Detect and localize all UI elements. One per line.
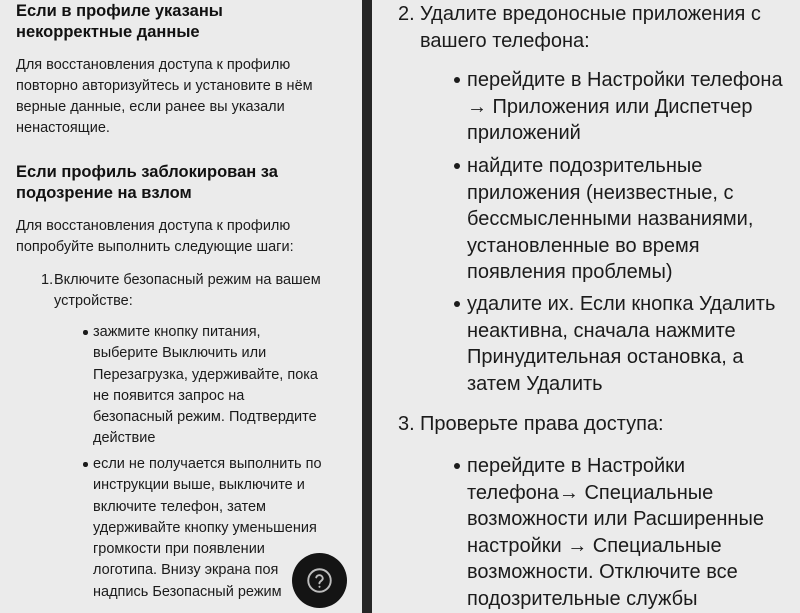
bullet-line: Принудительная остановка, а	[467, 346, 744, 368]
section-heading-incorrect-data	[16, 1, 223, 43]
bullet-line: возможности или Расширенные	[467, 508, 764, 530]
bullet-item	[467, 67, 783, 147]
bullet-line: установленные во время	[467, 234, 700, 257]
bullet-item	[467, 453, 764, 612]
bullet-line: логотипа. Внизу экрана поя	[93, 562, 279, 579]
paragraph-line: Для восстановления доступа к профилю	[16, 57, 291, 73]
paragraph-line: попробуйте выполнить следующие шаги:	[16, 239, 294, 255]
bullet-dot	[454, 163, 460, 169]
step-text-line: вашего телефона:	[420, 29, 590, 52]
bullet-line: перейдите в Настройки телефона	[467, 69, 783, 91]
bullet-dot	[83, 462, 88, 467]
bullet-line: действие	[93, 430, 156, 447]
bullet-line: настройки → Специальные	[467, 534, 722, 557]
heading-line: подозрение на взлом	[16, 184, 192, 202]
bullet-dot	[83, 330, 88, 335]
section-paragraph-blocked	[16, 216, 294, 258]
bullet-line: возможности. Отключите все	[467, 561, 738, 583]
bullet-line: найдите подозрительные	[467, 155, 703, 177]
step-item-2	[398, 1, 761, 54]
bullet-line: Перезагрузка, удерживайте, пока	[93, 366, 318, 383]
step-number: 3.	[398, 413, 415, 435]
bullet-line: выберите Выключить или	[93, 345, 267, 362]
help-button[interactable]	[292, 553, 347, 608]
paragraph-line: Для восстановления доступа к профилю	[16, 218, 291, 234]
bullet-line: приложения (неизвестные, с	[467, 181, 734, 204]
section-heading-blocked	[16, 162, 278, 204]
step-item-3	[398, 411, 664, 438]
bullet-line: телефона→ Специальные	[467, 481, 714, 504]
bullet-line: безопасный режим. Подтвердите	[93, 409, 317, 426]
bullet-line: включите телефон, затем	[93, 498, 267, 515]
paragraph-line: верные данные, если ранее вы указали	[16, 99, 285, 115]
bullet-dot	[454, 77, 460, 83]
bullet-line: надпись Безопасный режим	[93, 583, 282, 600]
bullet-item	[93, 322, 318, 450]
heading-line: некорректные данные	[16, 23, 200, 41]
paragraph-line: повторно авторизуйтесь и установите в нём	[16, 78, 313, 94]
step-text-line: Проверьте права доступа:	[420, 413, 664, 435]
question-circle-icon	[306, 567, 333, 594]
step-text-line: Включите безопасный режим на вашем	[54, 271, 321, 288]
bullet-dot	[454, 301, 460, 307]
bullet-line: зажмите кнопку питания,	[93, 324, 261, 340]
bullet-line: удерживайте кнопку уменьшения	[93, 519, 317, 536]
step-number: 1.	[41, 271, 54, 288]
bullet-item	[467, 291, 775, 397]
step-item-1	[41, 270, 321, 312]
panel-divider	[362, 0, 372, 613]
heading-line: Если профиль заблокирован за	[16, 163, 278, 181]
bullet-line: не появится запрос на	[93, 387, 245, 404]
bullet-item	[93, 454, 322, 603]
bullet-line: появления проблемы)	[467, 261, 673, 283]
bullet-dot	[454, 463, 460, 469]
bullet-line: удалите их. Если кнопка Удалить	[467, 293, 776, 315]
step-text-line: Удалите вредоносные приложения с	[420, 3, 761, 25]
section-paragraph-incorrect-data	[16, 55, 313, 139]
paragraph-line: ненастоящие.	[16, 120, 110, 136]
bullet-line: бессмысленными названиями,	[467, 208, 754, 230]
right-article-panel	[372, 0, 800, 613]
bullet-line: подозрительные службы	[467, 587, 698, 610]
bullet-line: приложений	[467, 122, 581, 144]
heading-line: Если в профиле указаны	[16, 2, 223, 20]
bullet-line: затем Удалить	[467, 372, 603, 395]
bullet-line: перейдите в Настройки	[467, 455, 686, 477]
bullet-line: неактивна, сначала нажмите	[467, 319, 736, 342]
bullet-line: если не получается выполнить по	[93, 456, 322, 472]
step-number: 2.	[398, 3, 415, 25]
left-article-panel	[0, 0, 362, 613]
step-text-line: устройстве:	[54, 292, 133, 309]
bullet-item	[467, 153, 753, 286]
bullet-line: → Приложения или Диспетчер	[467, 95, 753, 118]
bullet-line: громкости при появлении	[93, 541, 265, 558]
bullet-line: инструкции выше, выключите и	[93, 477, 305, 494]
